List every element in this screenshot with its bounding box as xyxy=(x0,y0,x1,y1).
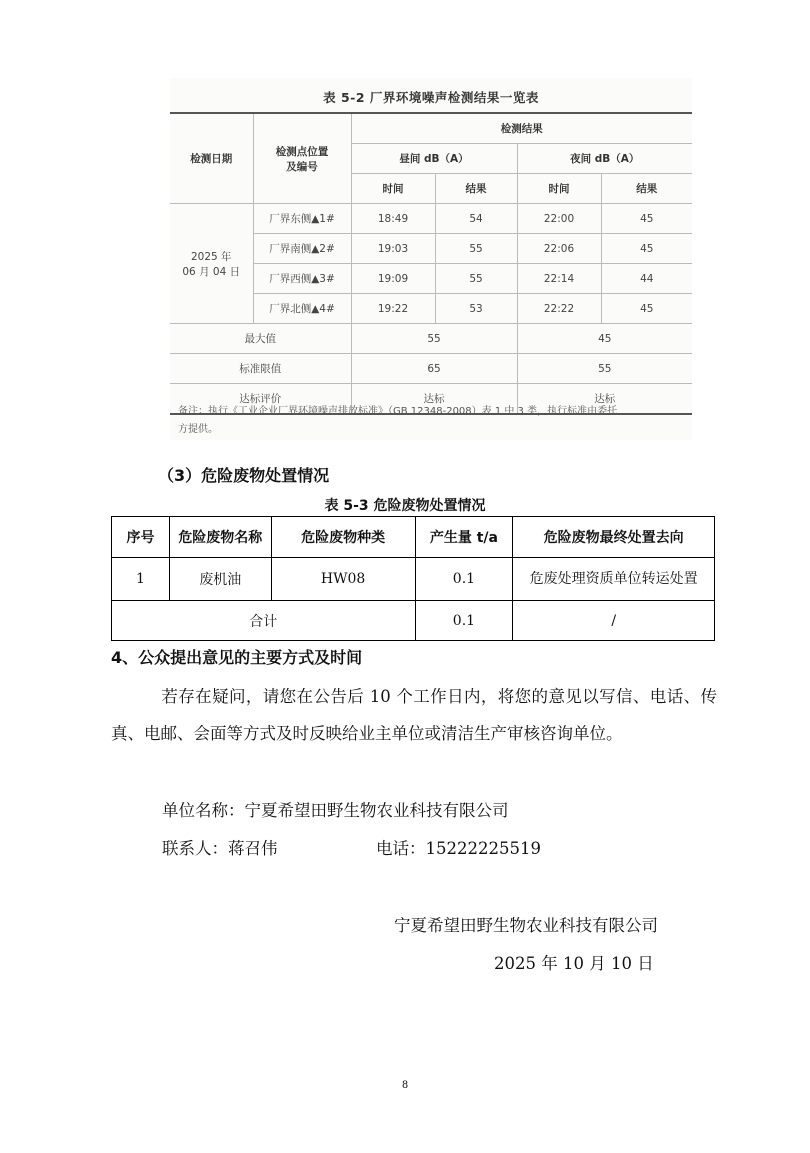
table-row xyxy=(170,324,692,354)
night-time-cell: 22:06 xyxy=(517,234,601,264)
day-time-cell: 19:09 xyxy=(351,264,435,294)
total-label: 合计 xyxy=(112,601,416,641)
limit-label: 标准限值 xyxy=(170,354,351,384)
night-value-cell: 45 xyxy=(601,204,692,234)
max-label: 最大值 xyxy=(170,324,351,354)
unit-name-line: 单位名称：宁夏希望田野生物农业科技有限公司 xyxy=(162,801,509,820)
day-value-cell: 55 xyxy=(435,264,517,294)
col-date-header: 检测日期 xyxy=(170,113,253,204)
limit-night: 55 xyxy=(517,354,692,384)
col-day-header: 昼间 dB（A） xyxy=(351,144,517,174)
day-value-cell: 54 xyxy=(435,204,517,234)
night-value-cell: 45 xyxy=(601,234,692,264)
table-row xyxy=(112,601,715,641)
feedback-paragraph: 若存在疑问，请您在公告后 10 个工作日内，将您的意见以写信、电话、传真、电邮、会面等方式及时反映给业主单位或清洁生产审核咨询单位。 xyxy=(111,687,717,743)
section3-heading: （3）危险废物处置情况 xyxy=(158,466,330,485)
noise-results-table xyxy=(170,112,692,415)
table52-note: 备注：执行《工业企业厂界环境噪声排放标准》（GB 12348-2008）表 1 中 3 类，执行标准由委托 方提供。 xyxy=(178,406,618,435)
header-type: 危险废物种类 xyxy=(271,517,415,558)
total-amount: 0.1 xyxy=(415,601,513,641)
eval-day: 达标 xyxy=(351,384,517,415)
day-value-cell: 55 xyxy=(435,234,517,264)
hazardous-waste-table xyxy=(111,516,715,641)
day-time-cell: 18:49 xyxy=(351,204,435,234)
table53-caption: 表 5-3 危险废物处置情况 xyxy=(324,498,486,514)
eval-night: 达标 xyxy=(517,384,692,415)
noise-results-scan xyxy=(170,78,692,440)
row-name: 废机油 xyxy=(169,558,271,601)
night-value-cell: 45 xyxy=(601,294,692,324)
table-row xyxy=(170,204,692,234)
date-cell: 2025 年 06 月 04 日 xyxy=(170,204,253,324)
contact-person: 联系人：蒋召伟 xyxy=(162,839,278,858)
table-row xyxy=(112,558,715,601)
col-night-header: 夜间 dB（A） xyxy=(517,144,692,174)
col-value-header: 结果 xyxy=(435,174,517,204)
header-dest: 危险废物最终处置去向 xyxy=(513,517,715,558)
night-time-cell: 22:14 xyxy=(517,264,601,294)
row-type: HW08 xyxy=(271,558,415,601)
eval-label: 达标评价 xyxy=(170,384,351,415)
day-time-cell: 19:22 xyxy=(351,294,435,324)
total-dest: / xyxy=(513,601,715,641)
table52-title: 表 5-2 厂界环境噪声检测结果一览表 xyxy=(323,90,539,105)
row-amount: 0.1 xyxy=(415,558,513,601)
night-time-cell: 22:00 xyxy=(517,204,601,234)
signature-company: 宁夏希望田野生物农业科技有限公司 xyxy=(394,916,658,935)
header-no: 序号 xyxy=(112,517,170,558)
limit-day: 65 xyxy=(351,354,517,384)
signature-date: 2025 年 10 月 10 日 xyxy=(494,954,654,973)
col-time-header: 时间 xyxy=(351,174,435,204)
header-name: 危险废物名称 xyxy=(169,517,271,558)
col-result-header: 检测结果 xyxy=(351,113,692,144)
max-night: 45 xyxy=(517,324,692,354)
row-dest: 危废处理资质单位转运处置 xyxy=(513,558,715,601)
col-time-header: 时间 xyxy=(517,174,601,204)
max-day: 55 xyxy=(351,324,517,354)
point-cell: 厂界南侧▲2# xyxy=(253,234,351,264)
point-cell: 厂界西侧▲3# xyxy=(253,264,351,294)
night-value-cell: 44 xyxy=(601,264,692,294)
table-row xyxy=(170,354,692,384)
day-time-cell: 19:03 xyxy=(351,234,435,264)
header-amount: 产生量 t/a xyxy=(415,517,513,558)
page-number: 8 xyxy=(401,1080,409,1091)
night-time-cell: 22:22 xyxy=(517,294,601,324)
point-cell: 厂界北侧▲4# xyxy=(253,294,351,324)
contact-phone: 电话：15222225519 xyxy=(376,839,541,858)
day-value-cell: 53 xyxy=(435,294,517,324)
col-point-header: 检测点位置 及编号 xyxy=(253,113,351,204)
section4-heading: 4、公众提出意见的主要方式及时间 xyxy=(111,648,363,667)
point-cell: 厂界东侧▲1# xyxy=(253,204,351,234)
row-no: 1 xyxy=(112,558,170,601)
col-value-header: 结果 xyxy=(601,174,692,204)
